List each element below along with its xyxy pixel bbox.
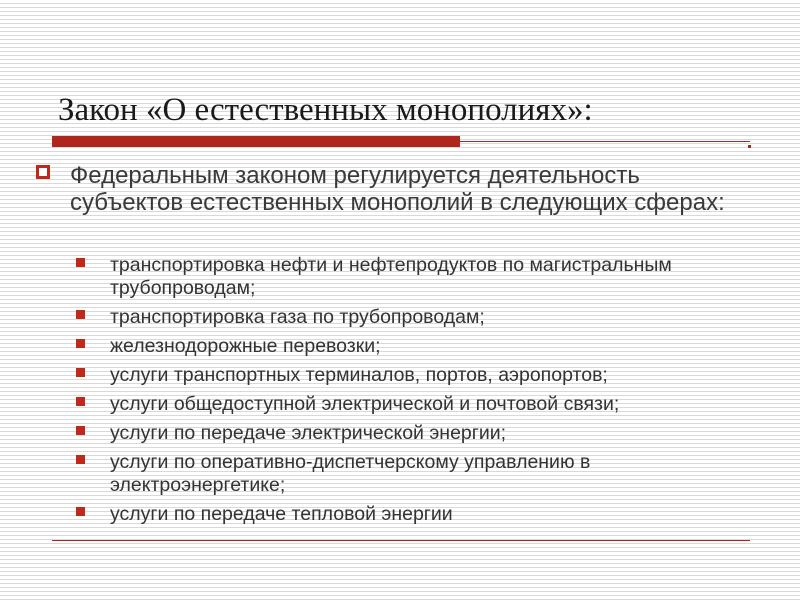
sub-bullet-text: транспортировка нефти и нефтепродуктов по магистральным трубопроводам;: [110, 254, 672, 299]
sub-bullet-item: [74, 306, 764, 329]
sub-bullet-text: транспортировка газа по трубопроводам;: [110, 306, 485, 328]
filled-square-bullet-icon: [76, 258, 85, 267]
sub-bullet-text: железнодорожные перевозки;: [110, 335, 381, 357]
sub-bullet-item: [74, 254, 764, 300]
filled-square-bullet-icon: [76, 507, 85, 516]
sub-bullet-text: услуги по передаче тепловой энергии: [110, 503, 453, 525]
sub-bullet-text: услуги по оперативно-диспетчерскому управлению в электроэнергетике;: [110, 451, 591, 496]
sub-bullet-item: [74, 503, 764, 526]
bottom-divider: [52, 540, 750, 541]
title-underline-tick: [748, 145, 751, 148]
filled-square-bullet-icon: [76, 426, 85, 435]
title-underline-thick: [52, 136, 460, 147]
title-underline: [52, 136, 750, 148]
sub-bullet-item: [74, 393, 764, 416]
main-bullet-item: [36, 162, 746, 216]
sub-bullet-list: [74, 254, 764, 532]
filled-square-bullet-icon: [76, 339, 85, 348]
filled-square-bullet-icon: [76, 310, 85, 319]
sub-bullet-item: [74, 335, 764, 358]
filled-square-bullet-icon: [76, 455, 85, 464]
sub-bullet-text: услуги транспортных терминалов, портов, аэропортов;: [110, 364, 608, 386]
sub-bullet-text: услуги общедоступной электрической и почтовой связи;: [110, 393, 620, 415]
sub-bullet-item: [74, 422, 764, 445]
filled-square-bullet-icon: [76, 368, 85, 377]
sub-bullet-item: [74, 364, 764, 387]
sub-bullet-item: [74, 451, 764, 497]
filled-square-bullet-icon: [76, 397, 85, 406]
slide-title: Закон «О естественных монополиях»:: [58, 92, 593, 128]
main-bullet-text: Федеральным законом регулируется деятельность субъектов естественных монополий в следующих сферах:: [70, 162, 725, 216]
hollow-square-bullet-icon: [36, 165, 50, 179]
sub-bullet-text: услуги по передаче электрической энергии;: [110, 422, 507, 444]
